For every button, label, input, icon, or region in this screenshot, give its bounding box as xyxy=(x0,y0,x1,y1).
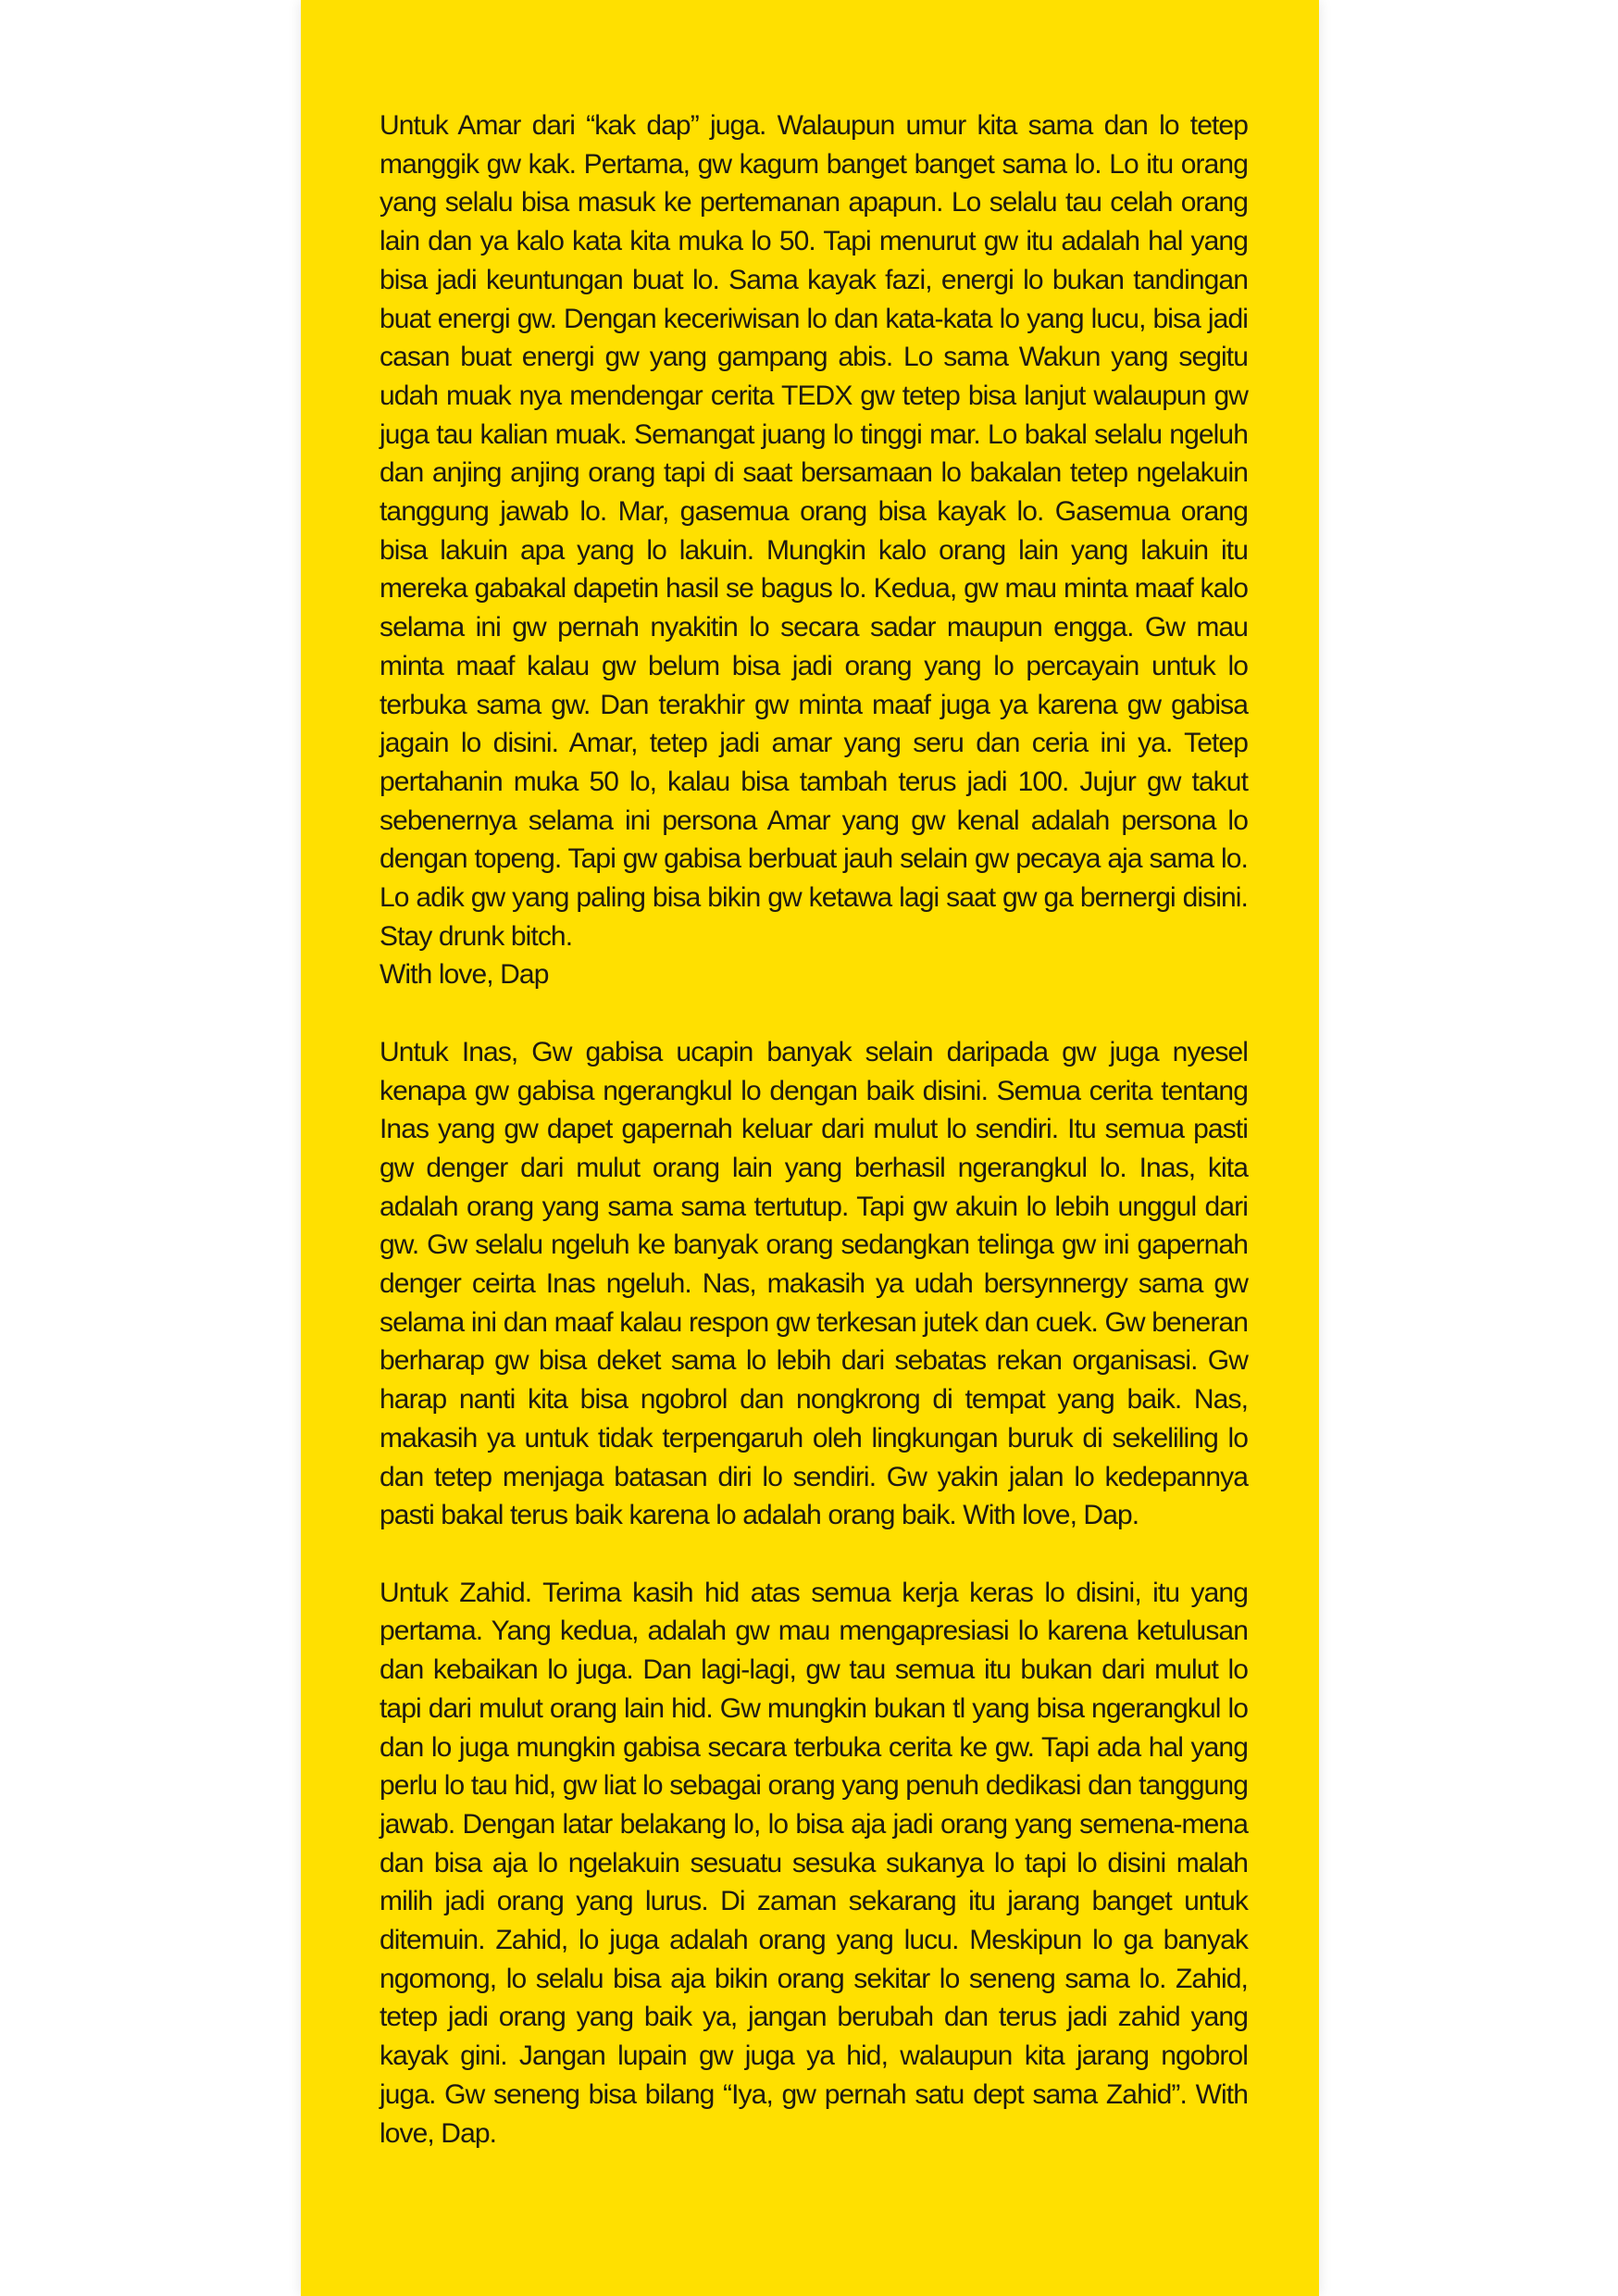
letter-zahid-body: Untuk Zahid. Terima kasih hid atas semua kerja keras lo disini, itu yang pertama. Yang kedua, adalah gw mau mengapresiasi lo karena ketulusan dan kebaikan lo juga. Dan lagi-lagi, gw tau semua itu bukan dari mulut lo tapi dari mulut orang lain hid. Gw mungkin bukan tl yang bisa ngerangkul lo dan lo juga mungkin gabisa secara terbuka cerita ke gw. Tapi ada hal yang perlu lo tau hid, gw liat lo sebagai orang yang penuh dedikasi dan tanggung jawab. Dengan latar belakang lo, lo bisa aja jadi orang yang semena-mena dan bisa aja lo ngelakuin sesuatu sesuka sukanya lo tapi lo disini malah milih jadi orang yang lurus. Di zaman sekarang itu jarang banget untuk ditemuin. Zahid, lo juga adalah orang yang lucu. Meskipun lo ga banyak ngomong, lo selalu bisa aja bikin orang sekitar lo seneng sama lo. Zahid, tetep jadi orang yang baik ya, jangan berubah dan terus jadi zahid yang kayak gini. Jangan lupain gw juga ya hid, walaupun kita jarang ngobrol juga. Gw seneng bisa bilang “Iya, gw pernah satu dept sama Zahid”. With love, Dap. xyxy=(380,1577,1248,2149)
letter-inas xyxy=(380,1033,1248,1535)
letter-amar xyxy=(380,106,1248,994)
letter-amar-signoff: With love, Dap xyxy=(380,959,549,991)
letter-amar-body: Untuk Amar dari “kak dap” juga. Walaupun umur kita sama dan lo tetep manggik gw kak. Pertama, gw kagum banget banget sama lo. Lo itu orang yang selalu bisa masuk ke pertemanan apapun. Lo selalu tau celah orang lain dan ya kalo kata kita muka lo 50. Tapi menurut gw itu adalah hal yang bisa jadi keuntungan buat lo. Sama kayak fazi, energi lo bukan tandingan buat energi gw. Dengan keceriwisan lo dan kata-kata lo yang lucu, bisa jadi casan buat energi gw yang gampang abis. Lo sama Wakun yang segitu udah muak nya mendengar cerita TEDX gw tetep bisa lanjut walaupun gw juga tau kalian muak. Semangat juang lo tinggi mar. Lo bakal selalu ngeluh dan anjing anjing orang tapi di saat bersamaan lo bakalan tetep ngelakuin tanggung jawab lo. Mar, gasemua orang bisa kayak lo. Gasemua orang bisa lakuin apa yang lo lakuin. Mungkin kalo orang lain yang lakuin itu mereka gabakal dapetin hasil se bagus lo. Kedua, gw mau minta maaf kalo selama ini gw pernah nyakitin lo secara sadar maupun engga. Gw mau minta maaf kalau gw belum bisa jadi orang yang lo percayain untuk lo terbuka sama gw. Dan terakhir gw minta maaf juga ya karena gw gabisa jagain lo disini. Amar, tetep jadi amar yang seru dan ceria ini ya. Tetep pertahanin muka 50 lo, kalau bisa tambah terus jadi 100. Jujur gw takut sebenernya selama ini persona Amar yang gw kenal adalah persona lo dengan topeng. Tapi gw gabisa berbuat jauh selain gw pecaya aja sama lo. Lo adik gw yang paling bisa bikin gw ketawa lagi saat gw ga bernergi disini. Stay drunk bitch. xyxy=(380,110,1248,952)
yellow-page xyxy=(301,0,1319,2296)
letters-container xyxy=(380,106,1248,2191)
letter-zahid xyxy=(380,1574,1248,2153)
letter-inas-body: Untuk Inas, Gw gabisa ucapin banyak selain daripada gw juga nyesel kenapa gw gabisa ngerangkul lo dengan baik disini. Semua cerita tentang Inas yang gw dapet gapernah keluar dari mulut lo sendiri. Itu semua pasti gw denger dari mulut orang lain yang berhasil ngerangkul lo. Inas, kita adalah orang yang sama sama tertutup. Tapi gw akuin lo lebih unggul dari gw. Gw selalu ngeluh ke banyak orang sedangkan telinga gw ini gapernah denger ceirta Inas ngeluh. Nas, makasih ya udah bersynnergy sama gw selama ini dan maaf kalau respon gw terkesan jutek dan cuek. Gw beneran berharap gw bisa deket sama lo lebih dari sebatas rekan organisasi. Gw harap nanti kita bisa ngobrol dan nongkrong di tempat yang baik. Nas, makasih ya untuk tidak terpengaruh oleh lingkungan buruk di sekeliling lo dan tetep menjaga batasan diri lo sendiri. Gw yakin jalan lo kedepannya pasti bakal terus baik karena lo adalah orang baik. With love, Dap. xyxy=(380,1036,1248,1531)
